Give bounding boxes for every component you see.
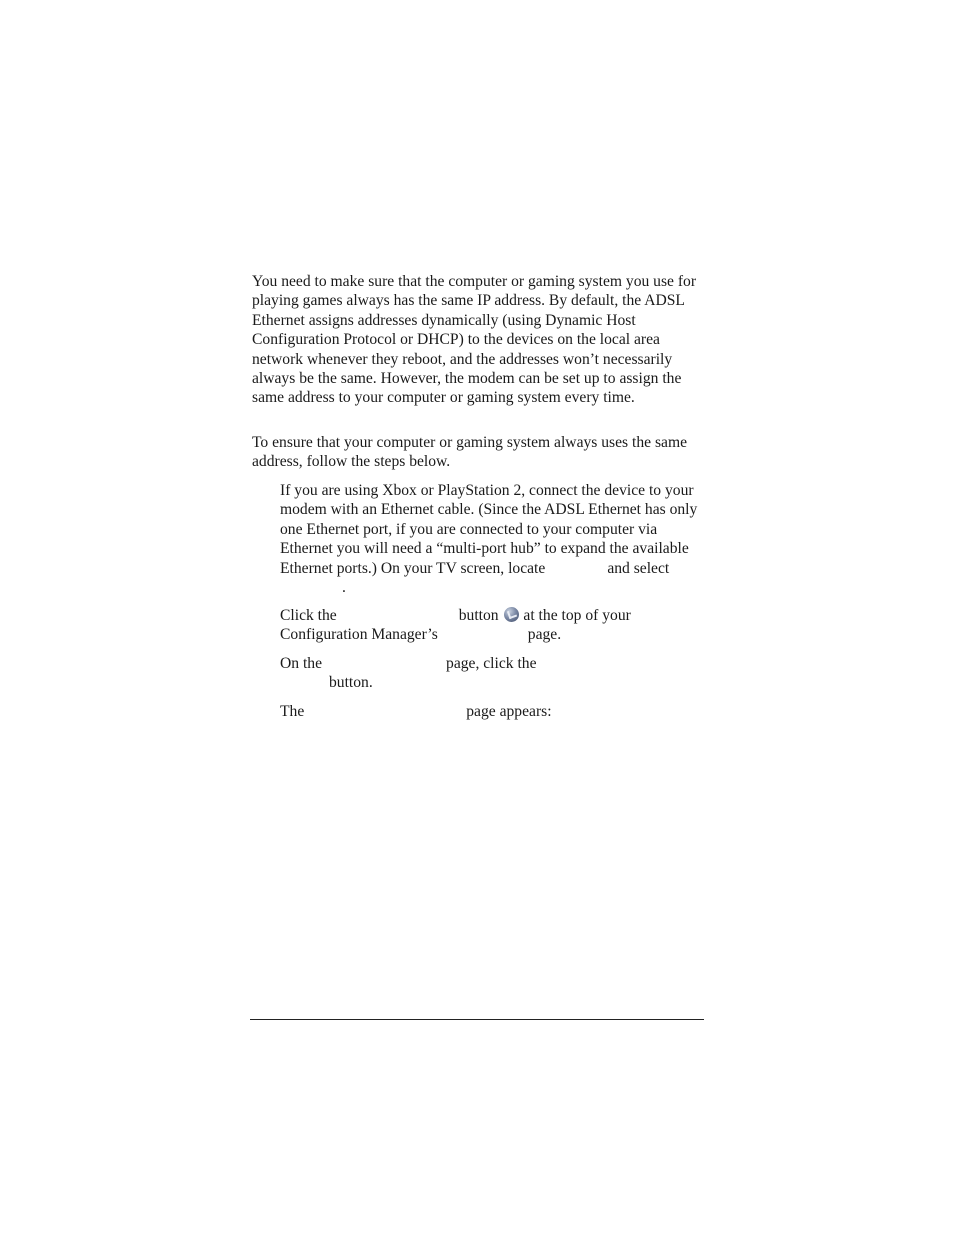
step-2-c: at the top of your Configuration Manager’s [280, 607, 631, 644]
step-4-b: page appears: [466, 703, 552, 720]
intro-paragraph: You need to make sure that the computer or gaming system you use for playing games always has the same IP address. By default, the ADSL Ethernet assigns addresses dynamically (using Dynamic Host Configuration Protocol or DHCP) to the devices on the local area network whenever they reboot, and the addresses won’t necessarily always be the same. However, the modem can be set up to assign the same address to your computer or gaming system every time. [252, 273, 697, 407]
step-2-b: button [458, 607, 499, 624]
step-1 [280, 481, 710, 597]
step-4 [280, 702, 710, 721]
step-1-mid: and select [607, 559, 670, 577]
step-3 [280, 654, 710, 693]
step-4-a: The [280, 703, 305, 720]
step-3-c: button. [329, 674, 373, 692]
wizard-button-icon [504, 607, 519, 622]
step-1-text: If you are using Xbox or PlayStation 2, connect the device to your modem with an Ethernet cable. (Since the ADSL Ethernet has only one Ethernet port, if you are connected to your computer via Ethernet you will need a “multi-port hub” to expand the available Ethernet ports.) On your TV screen, locate [280, 482, 698, 577]
step-2-d: page. [527, 626, 562, 644]
instructions-paragraph: To ensure that your computer or gaming system always uses the same address, follow the steps below. [252, 434, 687, 471]
step-3-a: On the [280, 655, 323, 672]
step-3-b: page, click the [446, 655, 537, 672]
step-2-a: Click the [280, 607, 337, 624]
step-2 [280, 606, 710, 645]
footer-rule [250, 1019, 704, 1020]
step-1-end: . [342, 579, 346, 597]
